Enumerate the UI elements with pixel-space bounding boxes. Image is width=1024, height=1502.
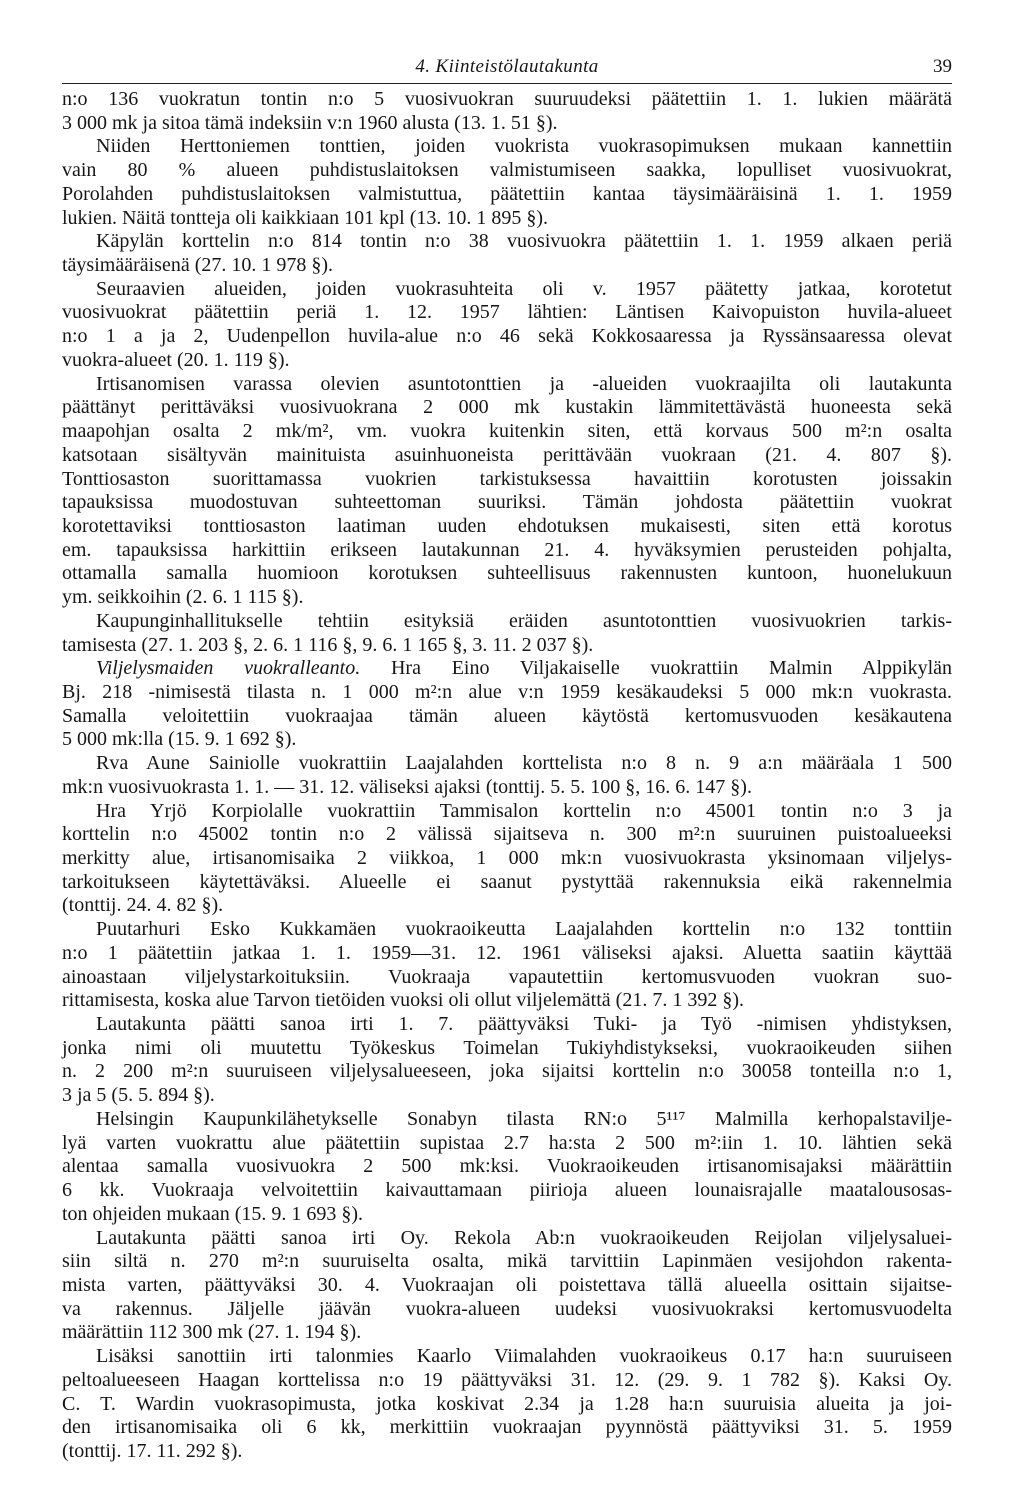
text-line (62, 1155, 952, 1179)
text-line (62, 420, 952, 444)
text-line (62, 966, 952, 990)
text-line-content: lukien. Näitä tontteja oli kaikkiaan 101 kpl (13. 10. 1 895 §). (62, 206, 549, 229)
text-line (62, 1108, 952, 1132)
text-line (62, 112, 952, 136)
text-line (62, 562, 952, 586)
text-line-content: rittamisesta, koska alue Tarvon tietöiden vuoksi oli ollut viljelemättä (21. 7. 1 392 §). (62, 989, 744, 1012)
text-line (62, 657, 952, 681)
text-line-content: Käpylän korttelin n:o 814 tontin n:o 38 vuosivuokra päätettiin 1. 1. 1959 alkaen periä (96, 230, 952, 253)
text-line-content: alentaa samalla vuosivuokra 2 500 mk:ksi. Vuokraoikeuden irtisanomisajaksi määrättiin (62, 1155, 952, 1178)
text-line (62, 1321, 952, 1345)
text-line-content: 3 000 mk ja sitoa tämä indeksiin v:n 1960 alusta (13. 1. 51 §). (62, 111, 558, 134)
text-line (62, 491, 952, 515)
text-line-content: Lautakunta päätti sanoa irti 1. 7. päättyväksi Tuki- ja Työ -nimisen yhdistyksen, (96, 1013, 952, 1036)
text-line-content: tapauksissa muodostuvan suhteettoman suuriksi. Tämän johdosta päätettiin vuokrat (62, 491, 952, 514)
text-line-content: peltoalueeseen Haagan korttelissa n:o 19 päättyväksi 31. 12. (29. 9. 1 782 §). Kaksi Oy. (62, 1368, 952, 1391)
text-line-content: siin siltä n. 270 m²:n suuruiselta osalta, mikä tarvittiin Lapinmäen vesijohdon rakenta- (62, 1250, 952, 1273)
text-line-content: ym. seikkoihin (2. 6. 1 115 §). (62, 586, 304, 609)
text-line (62, 468, 952, 492)
running-header (62, 56, 952, 86)
text-line (62, 135, 952, 159)
text-line (62, 823, 952, 847)
text-line-content: Puutarhuri Esko Kukkamäen vuokraoikeutta Laajalahden korttelin n:o 132 tonttiin (96, 918, 952, 941)
text-line-content: Porolahden puhdistuslaitoksen valmistuttua, päätettiin kantaa täysimääräisinä 1. 1. 1959 (62, 182, 952, 205)
text-line-content: Lisäksi sanottiin irti talonmies Kaarlo Viimalahden vuokraoikeus 0.17 ha:n suuruiseen (96, 1345, 952, 1368)
text-line (62, 586, 952, 610)
text-line (62, 1203, 952, 1227)
document-page (62, 56, 953, 1462)
text-line (62, 88, 952, 112)
text-line (62, 254, 952, 278)
text-line-content: tamisesta (27. 1. 203 §, 2. 6. 1 116 §, 9. 6. 1 165 §, 3. 11. 2 037 §). (62, 633, 594, 656)
text-line (62, 1440, 952, 1464)
text-line-content: mk:n vuosivuokrasta 1. 1. — 31. 12. väliseksi ajaksi (tonttij. 5. 5. 100 §, 16. 6. 147 §). (62, 775, 752, 798)
text-line (62, 539, 952, 563)
text-line-content: C. T. Wardin vuokrasopimusta, jotka koskivat 2.34 ja 1.28 ha:n suuruisia alueita ja joi- (62, 1392, 952, 1415)
text-line-content: mista varten, päättyväksi 30. 4. Vuokraajan oli poistettava tällä alueella osittain sijaitse- (62, 1273, 952, 1296)
text-line (62, 681, 952, 705)
text-line-content: n:o 1 päätettiin jatkaa 1. 1. 1959—31. 12. 1961 väliseksi ajaksi. Aluetta saatiin käyttää (62, 941, 952, 964)
text-line-content: (tonttij. 17. 11. 292 §). (62, 1439, 243, 1462)
text-line-content: n. 2 200 m²:n suuruiseen viljelysalueeseen, joka sijaitsi korttelin n:o 30058 tonteilla n:o 1, (62, 1060, 952, 1083)
text-line-content: n:o 1 a ja 2, Uudenpellon huvila-alue n:o 46 sekä Kokkosaaressa ja Ryssänsaaressa olevat (62, 325, 952, 348)
text-line (62, 610, 952, 634)
text-line-content: korotettaviksi tonttiosaston laatiman uuden ehdotuksen mukaisesti, siten että korotus (62, 514, 952, 537)
text-line-content: n:o 136 vuokratun tontin n:o 5 vuosivuokran suuruudeksi päätettiin 1. 1. lukien määrätä (62, 88, 952, 110)
text-line (62, 705, 952, 729)
text-line-content: tarkoitukseen käytettäväksi. Alueelle ei saanut pystyttää rakennuksia eikä rakennelmia (62, 870, 952, 893)
text-line-content: Hra Eino Viljakaiselle vuokrattiin Malmin Alppikylän (390, 657, 953, 680)
text-line (62, 871, 952, 895)
text-line-content: ottamalla samalla huomioon korotuksen suhteellisuus rakennusten kuntoon, huonelukuun (62, 562, 952, 585)
text-line-content: jonka nimi oli muutettu Työkeskus Toimelan Tukiyhdistykseksi, vuokraoikeuden siihen (62, 1036, 952, 1059)
text-line (62, 752, 952, 776)
text-line (62, 396, 952, 420)
text-line-content: 3 ja 5 (5. 5. 894 §). (62, 1084, 215, 1107)
text-line (62, 207, 952, 231)
text-line-content: em. tapauksissa harkittiin erikseen lautakunnan 21. 4. hyväksymien perusteiden pohjalta, (62, 538, 952, 561)
text-line-content: Lautakunta päätti sanoa irti Oy. Rekola Ab:n vuokraoikeuden Reijolan viljelysaluei- (96, 1226, 952, 1249)
text-line-content: maapohjan osalta 2 mk/m², vm. vuokra kuitenkin siten, että korvaus 500 m²:n osalta (62, 420, 952, 443)
text-line-content: Seuraavien alueiden, joiden vuokrasuhteita oli v. 1957 päätetty jatkaa, korotetut (96, 277, 952, 300)
text-line-content: 6 kk. Vuokraaja velvoitettiin kaivauttamaan piirioja alueen lounaisrajalle maatalousosas- (62, 1179, 952, 1202)
text-line (62, 894, 952, 918)
text-line (62, 515, 952, 539)
text-line-content: lyä varten vuokrattu alue päätettiin supistaa 2.7 ha:sta 2 500 m²:iin 1. 10. lähtien sekä (62, 1131, 952, 1154)
text-line-content: vain 80 % alueen puhdistuslaitoksen valmistumiseen saakka, lopulliset vuosivuokrat, (62, 159, 952, 182)
text-line (62, 1250, 952, 1274)
text-line (62, 918, 952, 942)
text-line (62, 1132, 952, 1156)
text-line (62, 1393, 952, 1417)
text-line (62, 183, 952, 207)
text-line (62, 1013, 952, 1037)
text-line (62, 1298, 952, 1322)
text-line-content: katsotaan sisältyvän mainituista asuinhuoneista perittävään vuokraan (21. 4. 807 §). (62, 443, 952, 466)
text-line-content: määrättiin 112 300 mk (27. 1. 194 §). (62, 1321, 362, 1344)
text-line (62, 1084, 952, 1108)
text-line-content: merkitty alue, irtisanomisaika 2 viikkoa, 1 000 mk:n vuosivuokrasta yksinomaan viljelys- (62, 847, 952, 869)
text-line-content: täysimääräisenä (27. 10. 1 978 §). (62, 254, 334, 277)
text-line (62, 1345, 952, 1369)
text-line-content: 5 000 mk:lla (15. 9. 1 692 §). (62, 728, 297, 751)
text-line (62, 634, 952, 658)
text-line (62, 1274, 952, 1298)
section-heading: Viljelysmaiden vuokralleanto. (96, 657, 361, 680)
text-line-content: Hra Yrjö Korpiolalle vuokrattiin Tammisalon korttelin n:o 45001 tontin n:o 3 ja (96, 799, 952, 822)
text-line-content: va rakennus. Jäljelle jäävän vuokra-alueen uudeksi vuosivuokraksi kertomusvuodelta (62, 1297, 952, 1320)
header-rule (62, 83, 952, 84)
text-line-content: vuosivuokrat päätettiin periä 1. 12. 1957 lähtien: Läntisen Kaivopuiston huvila-alueet (62, 301, 952, 324)
text-line-content: Samalla veloitettiin vuokraajaa tämän alueen käytöstä kertomusvuoden kesäkautena (62, 704, 952, 727)
text-line-content: den irtisanomisaika oli 6 kk, merkittiin vuokraajan pyynnöstä päättyviksi 31. 5. 1959 (62, 1416, 952, 1439)
text-line-content: Kaupunginhallitukselle tehtiin esityksiä eräiden asuntotonttien vuosivuokrien tarkis- (96, 609, 952, 632)
text-line (62, 1416, 952, 1440)
text-line (62, 989, 952, 1013)
text-line (62, 1369, 952, 1393)
text-line (62, 349, 952, 373)
text-line-content: Niiden Herttoniemen tonttien, joiden vuokrista vuokrasopimuksen mukaan kannettiin (96, 135, 952, 158)
text-line (62, 1037, 952, 1061)
text-line (62, 847, 952, 871)
text-line-content: päättänyt perittäväksi vuosivuokrana 2 000 mk kustakin lämmitettävästä huoneesta sekä (62, 396, 952, 419)
text-line-content: Irtisanomisen varassa olevien asuntotonttien ja -alueiden vuokraajilta oli lautakunta (96, 372, 952, 395)
text-line-content: ton ohjeiden mukaan (15. 9. 1 693 §). (62, 1202, 364, 1225)
page-number: 39 (933, 56, 952, 77)
running-header-title: 4. Kiinteistölautakunta (415, 56, 599, 77)
text-line-content: korttelin n:o 45002 tontin n:o 2 välissä sijaitseva n. 300 m²:n suuruinen puistoalueeksi (62, 823, 952, 846)
text-line (62, 728, 952, 752)
text-line (62, 278, 952, 302)
text-line (62, 230, 952, 254)
text-line (62, 325, 952, 349)
text-line (62, 776, 952, 800)
text-line (62, 800, 952, 824)
text-line-content: Bj. 218 -nimisestä tilasta n. 1 000 m²:n alue v:n 1959 kesäkaudeksi 5 000 mk:n vuokrasta. (62, 680, 952, 703)
text-line-content: Tonttiosaston suorittamassa vuokrien tarkistuksessa havaittiin korotusten joissakin (62, 467, 952, 490)
text-line (62, 444, 952, 468)
document-body (62, 88, 952, 1464)
text-line (62, 159, 952, 183)
text-line-content: Rva Aune Sainiolle vuokrattiin Laajalahden korttelista n:o 8 n. 9 a:n määräala 1 500 (96, 752, 952, 775)
text-line-content: vuokra-alueet (20. 1. 119 §). (62, 348, 290, 371)
text-line-content: (tonttij. 24. 4. 82 §). (62, 894, 224, 917)
text-line-content: Helsingin Kaupunkilähetykselle Sonabyn tilasta RN:o 5¹¹⁷ Malmilla kerhopalstavilje- (96, 1107, 952, 1130)
text-line (62, 1060, 952, 1084)
text-line (62, 942, 952, 966)
text-line (62, 1179, 952, 1203)
text-line (62, 301, 952, 325)
text-line (62, 373, 952, 397)
text-line-content: ainoastaan viljelystarkoituksiin. Vuokraaja vapautettiin kertomusvuoden vuokran suo- (62, 965, 952, 988)
text-line (62, 1227, 952, 1251)
